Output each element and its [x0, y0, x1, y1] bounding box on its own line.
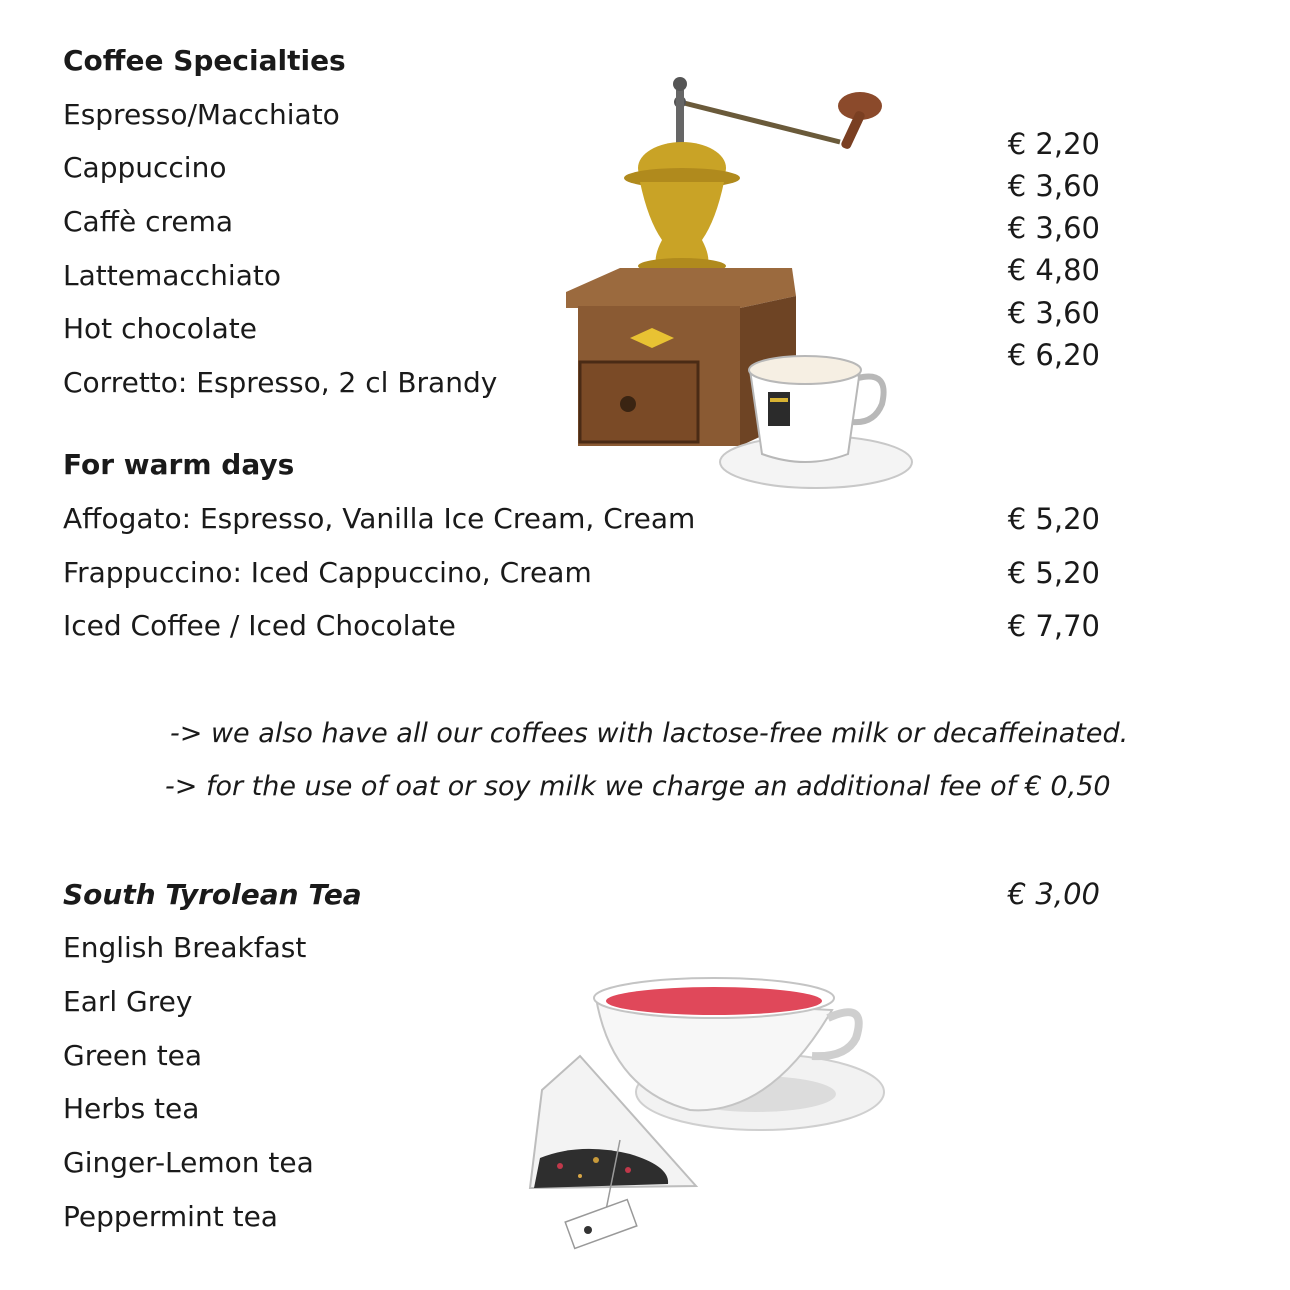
tea-cup-icon: [520, 970, 900, 1250]
menu-item-price: € 7,70: [1007, 609, 1100, 643]
tea-item: Ginger-Lemon tea: [63, 1146, 314, 1179]
tea-item: Green tea: [63, 1039, 203, 1072]
menu-item-price: € 5,20: [1007, 502, 1100, 536]
menu-item-price: € 3,60: [1007, 296, 1100, 330]
menu-item-name: Frappuccino: Iced Cappuccino, Cream: [63, 556, 592, 589]
tea-item: Earl Grey: [63, 985, 193, 1018]
tea-item: Herbs tea: [63, 1092, 200, 1125]
menu-item-price: € 3,60: [1007, 211, 1100, 245]
warm-section-title: For warm days: [63, 448, 295, 481]
menu-item-name: Corretto: Espresso, 2 cl Brandy: [63, 366, 498, 399]
tea-section-title: South Tyrolean Tea: [63, 878, 362, 911]
menu-item-price: € 4,80: [1007, 253, 1100, 287]
menu-item-name: Caffè crema: [63, 205, 234, 238]
menu-item-name: Espresso/Macchiato: [63, 98, 340, 131]
tea-item: English Breakfast: [63, 931, 307, 964]
menu-item-name: Affogato: Espresso, Vanilla Ice Cream, Cream: [63, 502, 696, 535]
menu-item-name: Lattemacchiato: [63, 259, 281, 292]
menu-item-name: Hot chocolate: [63, 312, 258, 345]
menu-item-name: Iced Coffee / Iced Chocolate: [63, 609, 456, 642]
note-lactose-free: -> we also have all our coffees with lactose-free milk or decaffeinated.: [170, 718, 1129, 749]
menu-item-price: € 3,60: [1007, 169, 1100, 203]
menu-item-name: Cappuccino: [63, 151, 227, 184]
tea-price: € 3,00: [1007, 877, 1100, 911]
menu-item-price: € 5,20: [1007, 556, 1100, 590]
coffee-grinder-icon: [560, 70, 920, 500]
coffee-section-title: Coffee Specialties: [63, 44, 346, 77]
menu-item-price: € 6,20: [1007, 338, 1100, 372]
menu-item-price: € 2,20: [1007, 127, 1100, 161]
tea-item: Peppermint tea: [63, 1200, 278, 1233]
note-oat-soy-fee: -> for the use of oat or soy milk we charge an additional fee of € 0,50: [165, 771, 1111, 802]
